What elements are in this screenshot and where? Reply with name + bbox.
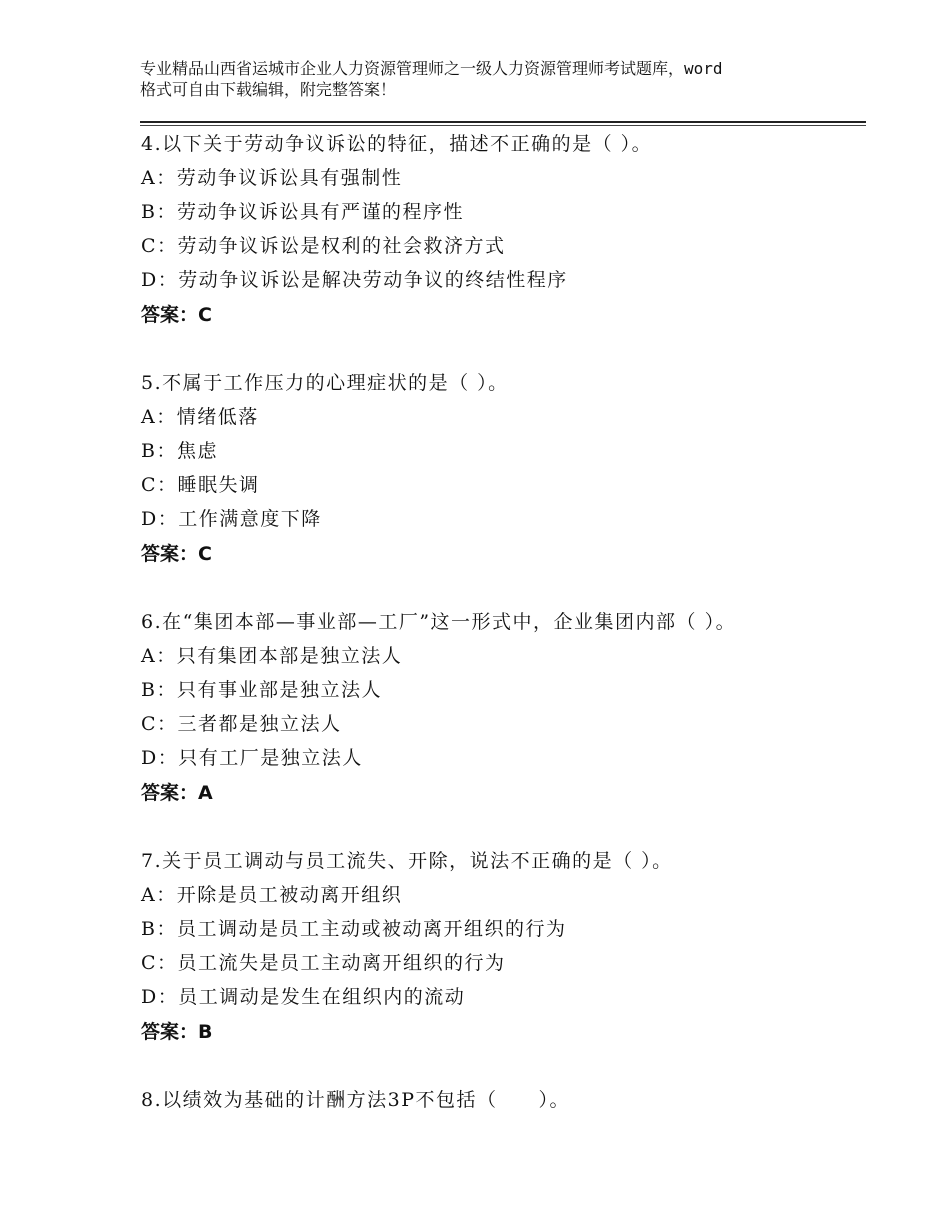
header-divider-thick — [140, 121, 866, 123]
question-4-option-a: A：劳动争议诉讼具有强制性 — [141, 167, 403, 189]
question-7-stem: 7.关于员工调动与员工流失、开除，说法不正确的是（ ）。 — [141, 850, 673, 872]
question-7-option-a: A：开除是员工被动离开组织 — [141, 884, 403, 906]
header-line-2: 格式可自由下载编辑，附完整答案！ — [140, 80, 397, 99]
question-6-stem: 6.在“集团本部—事业部—工厂”这一形式中，企业集团内部（ ）。 — [141, 611, 737, 633]
question-7-option-b: B：员工调动是员工主动或被动离开组织的行为 — [141, 918, 567, 940]
question-5-option-a: A：情绪低落 — [141, 406, 259, 428]
question-5-answer: 答案：C — [141, 543, 212, 565]
question-6-option-d: D：只有工厂是独立法人 — [141, 747, 363, 769]
question-7-option-d: D：员工调动是发生在组织内的流动 — [141, 986, 466, 1008]
document-header — [140, 58, 840, 100]
question-8-stem: 8.以绩效为基础的计酬方法3P不包括（ ）。 — [141, 1089, 571, 1111]
header-line-1: 专业精品山西省运城市企业人力资源管理师之一级人力资源管理师考试题库，word — [140, 59, 723, 78]
question-4-answer: 答案：C — [141, 304, 212, 326]
question-6-answer: 答案：A — [141, 782, 213, 804]
question-4-stem: 4.以下关于劳动争议诉讼的特征，描述不正确的是（ ）。 — [141, 133, 653, 155]
question-4-option-d: D：劳动争议诉讼是解决劳动争议的终结性程序 — [141, 269, 568, 291]
question-5-option-d: D：工作满意度下降 — [141, 508, 322, 530]
question-4-option-c: C：劳动争议诉讼是权利的社会救济方式 — [141, 235, 506, 257]
header-divider-thin — [140, 125, 866, 126]
question-6-option-a: A：只有集团本部是独立法人 — [141, 645, 403, 667]
question-5-stem: 5.不属于工作压力的心理症状的是（ ）。 — [141, 372, 509, 394]
question-6-option-c: C：三者都是独立法人 — [141, 713, 342, 735]
question-5-option-c: C：睡眠失调 — [141, 474, 260, 496]
question-7-option-c: C：员工流失是员工主动离开组织的行为 — [141, 952, 506, 974]
question-5-option-b: B：焦虑 — [141, 440, 218, 462]
question-7-answer: 答案：B — [141, 1021, 213, 1043]
question-6-option-b: B：只有事业部是独立法人 — [141, 679, 382, 701]
question-4-option-b: B：劳动争议诉讼具有严谨的程序性 — [141, 201, 464, 223]
